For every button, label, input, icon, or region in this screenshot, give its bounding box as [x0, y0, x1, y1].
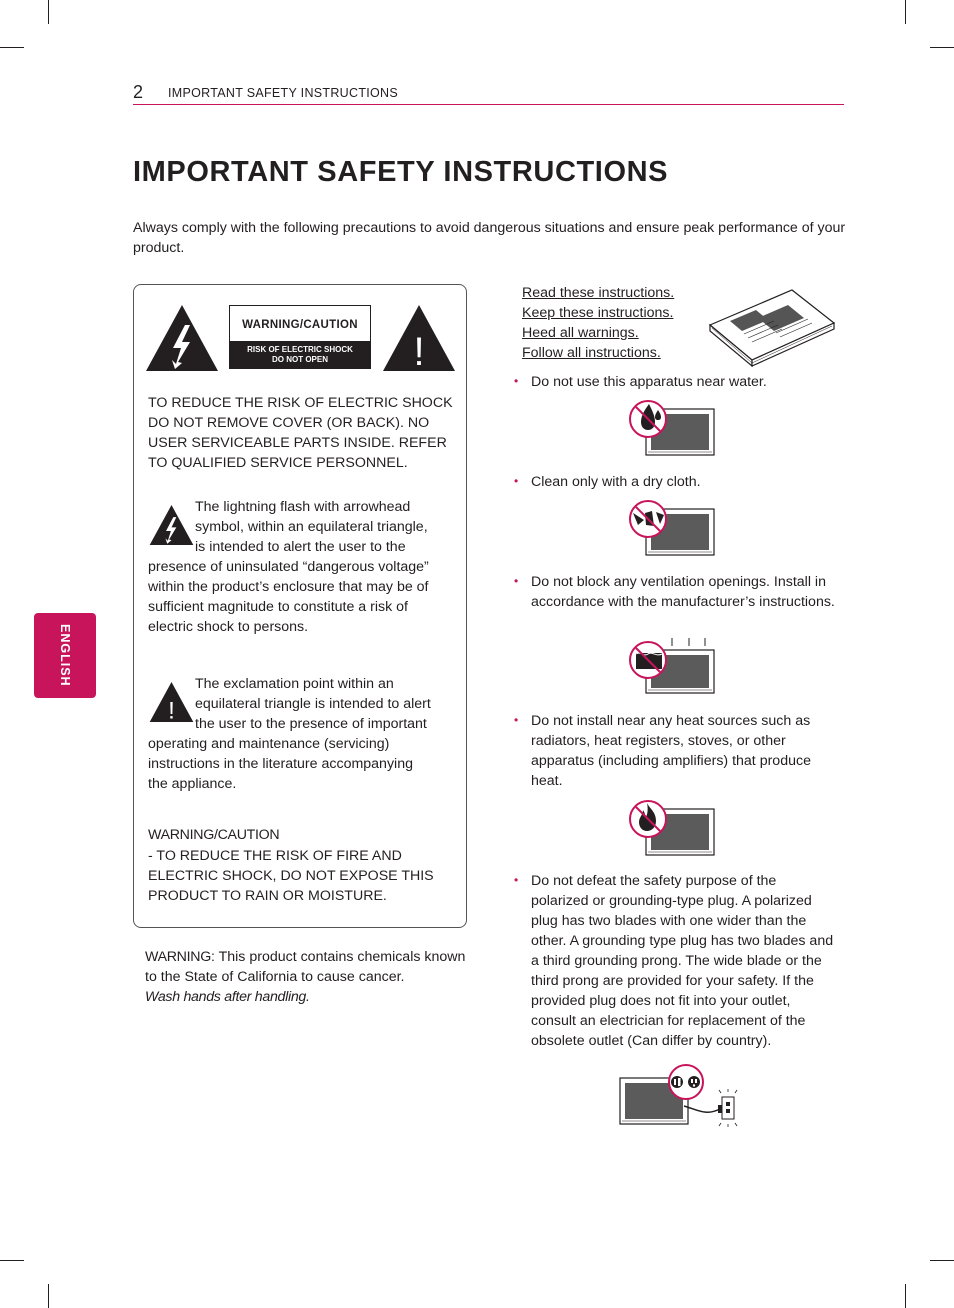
exclamation-triangle-icon [383, 305, 455, 374]
svg-text:!: ! [168, 697, 175, 725]
exclamation-explanation: The exclamation point within an equilateral triangle is intended to alert the user to the presence of important operating and maintenance (servicing) instructions in the literature accompanying the appliance. [148, 676, 431, 792]
bullet-marker: • [514, 574, 519, 588]
instruction-item: Read these instructions. [522, 285, 675, 301]
page-number: 2 [133, 82, 144, 102]
manual-book-icon [708, 288, 836, 368]
warning-label-title: WARNING/CAUTION [242, 319, 358, 331]
crop-mark [48, 1284, 49, 1308]
language-tab-label: ENGLISH [58, 623, 72, 687]
bullet-text-plug: Do not defeat the safety purpose of the polarized or grounding-type plug. A polarized plug has two blades with one wider than the other. A grounding type plug has two blades and a third grounding prong. The wide blade or the third prong are provided for your safety. If the provided plug does not fit into your outlet, consult an electrician for replacement of the obsolete outlet (Can differ by country). [531, 873, 834, 1049]
crop-mark [905, 1284, 906, 1308]
lightning-explanation: The lightning flash with arrowhead symbol, within an equilateral triangle, is intended to alert the user to the presence of uninsulated “dangerous voltage” within the product’s enclosure that may be of sufficient magnitude to constitute a risk of electric shock to persons. [148, 499, 429, 635]
crop-mark [905, 0, 906, 24]
svg-text:!: ! [413, 330, 425, 374]
california-warning-italic: Wash hands after handling. [145, 989, 310, 1005]
caution-text: - TO REDUCE THE RISK OF FIRE AND ELECTRIC SHOCK, DO NOT EXPOSE THIS PRODUCT TO RAIN OR MOISTURE. [148, 848, 434, 904]
intro-paragraph: Always comply with the following precautions to avoid dangerous situations and ensure peak performance of your product. [133, 220, 846, 256]
crop-mark [930, 1260, 954, 1261]
no-blocked-vent-icon [628, 636, 718, 698]
california-warning-heading: WARNING [145, 949, 211, 965]
bullet-marker: • [514, 474, 519, 488]
instruction-item: Heed all warnings. [522, 325, 639, 341]
crop-mark [930, 47, 954, 48]
plug-outlet-icon [618, 1064, 742, 1128]
header-rule [133, 104, 844, 105]
running-header: IMPORTANT SAFETY INSTRUCTIONS [168, 86, 399, 100]
california-warning [145, 947, 475, 1007]
crop-mark [48, 0, 49, 24]
bullet-text-water: Do not use this apparatus near water. [531, 374, 767, 390]
warning-label-subtitle: RISK OF ELECTRIC SHOCK DO NOT OPEN [230, 341, 370, 368]
warning-caution-label [229, 305, 371, 369]
crop-mark [0, 1260, 24, 1261]
bullet-marker: • [514, 873, 519, 887]
page-title: IMPORTANT SAFETY INSTRUCTIONS [133, 156, 669, 188]
crop-mark [0, 47, 24, 48]
bullet-marker: • [514, 374, 519, 388]
bullet-text-dry-cloth: Clean only with a dry cloth. [531, 474, 701, 490]
no-water-icon [628, 398, 718, 460]
bullet-text-heat: Do not install near any heat sources such as radiators, heat registers, stoves, or other apparatus (including amplifiers) that produce heat. [531, 713, 811, 789]
instruction-item: Keep these instructions. [522, 305, 674, 321]
no-heat-source-icon [628, 798, 718, 860]
lightning-triangle-icon [146, 305, 218, 371]
instruction-item: Follow all instructions. [522, 345, 661, 361]
bullet-marker: • [514, 713, 519, 727]
no-wet-cloth-icon [628, 498, 718, 560]
reduce-risk-text: TO REDUCE THE RISK OF ELECTRIC SHOCK DO NOT REMOVE COVER (OR BACK). NO USER SERVICEABLE PARTS INSIDE. REFER TO QUALIFIED SERVICE PERSONNEL. [148, 395, 453, 471]
california-warning-text: : This product contains chemicals known to the State of California to cause cancer. [145, 949, 466, 985]
caution-heading: WARNING/CAUTION [148, 827, 280, 843]
bullet-text-ventilation: Do not block any ventilation openings. Install in accordance with the manufacturer’s instructions. [531, 574, 835, 610]
